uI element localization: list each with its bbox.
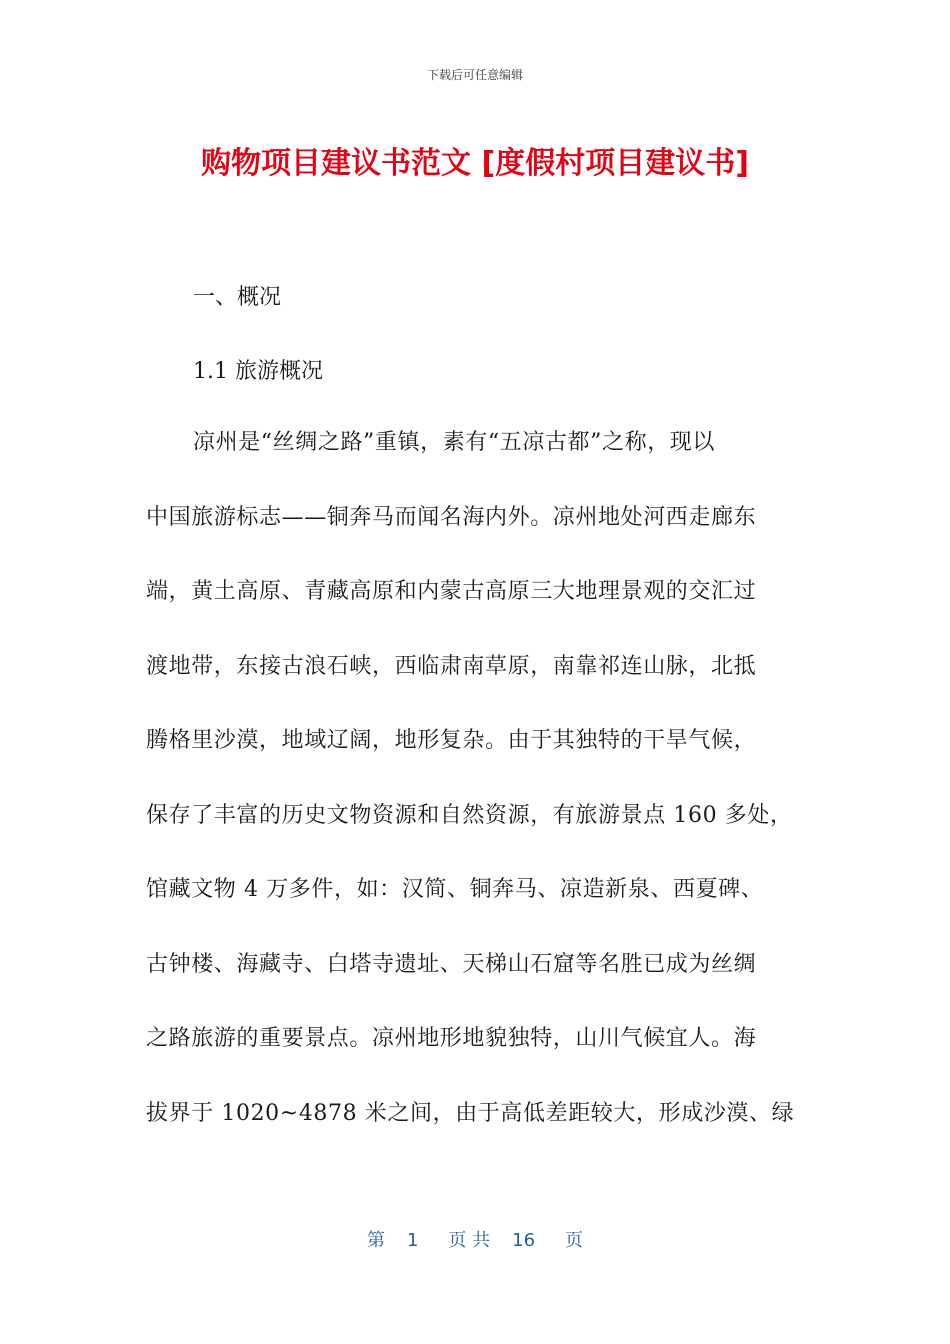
paragraph-line: 凉州是“丝绸之路”重镇，素有“五凉古都”之称，现以 — [193, 430, 715, 455]
total-pages-number: 16 — [512, 1230, 536, 1251]
paragraph-line: 之路旅游的重要景点。凉州地形地貌独特，山川气候宜人。海 — [146, 1026, 757, 1051]
paragraph-line: 古钟楼、海藏寺、白塔寺遗址、天梯山石窟等名胜已成为丝绸 — [146, 951, 757, 977]
paragraph-line: 渡地带，东接古浪石峡，西临肃南草原，南靠祁连山脉，北抵 — [146, 653, 757, 679]
section-heading: 一、概况 — [193, 285, 282, 310]
footer-middle: 页 共 — [448, 1230, 491, 1251]
footer-suffix: 页 — [565, 1230, 584, 1251]
paragraph-line: 端，黄土高原、青藏高原和内蒙古高原三大地理景观的交汇过 — [146, 579, 757, 604]
document-title: 购物项目建议书范文 [度假村项目建议书] — [201, 146, 749, 181]
subsection-heading: 1.1 旅游概况 — [193, 359, 323, 384]
paragraph-line: 保存了丰富的历史文物资源和自然资源，有旅游景点 160 多处， — [146, 802, 793, 828]
body-paragraph — [146, 428, 806, 1173]
page-footer — [0, 1226, 950, 1252]
paragraph-line: 中国旅游标志——铜奔马而闻名海内外。凉州地处河西走廊东 — [146, 504, 757, 530]
paragraph-line: 腾格里沙漠，地域辽阔，地形复杂。由于其独特的干旱气候， — [146, 728, 757, 753]
header-note: 下载后可任意编辑 — [426, 68, 523, 82]
paragraph-line: 馆藏文物 4 万多件，如：汉简、铜奔马、凉造新泉、西夏碑、 — [146, 877, 764, 902]
current-page-number: 1 — [406, 1230, 419, 1251]
footer-prefix: 第 — [366, 1230, 385, 1251]
paragraph-line: 拔界于 1020~4878 米之间，由于高低差距较大，形成沙漠、绿 — [146, 1100, 795, 1126]
